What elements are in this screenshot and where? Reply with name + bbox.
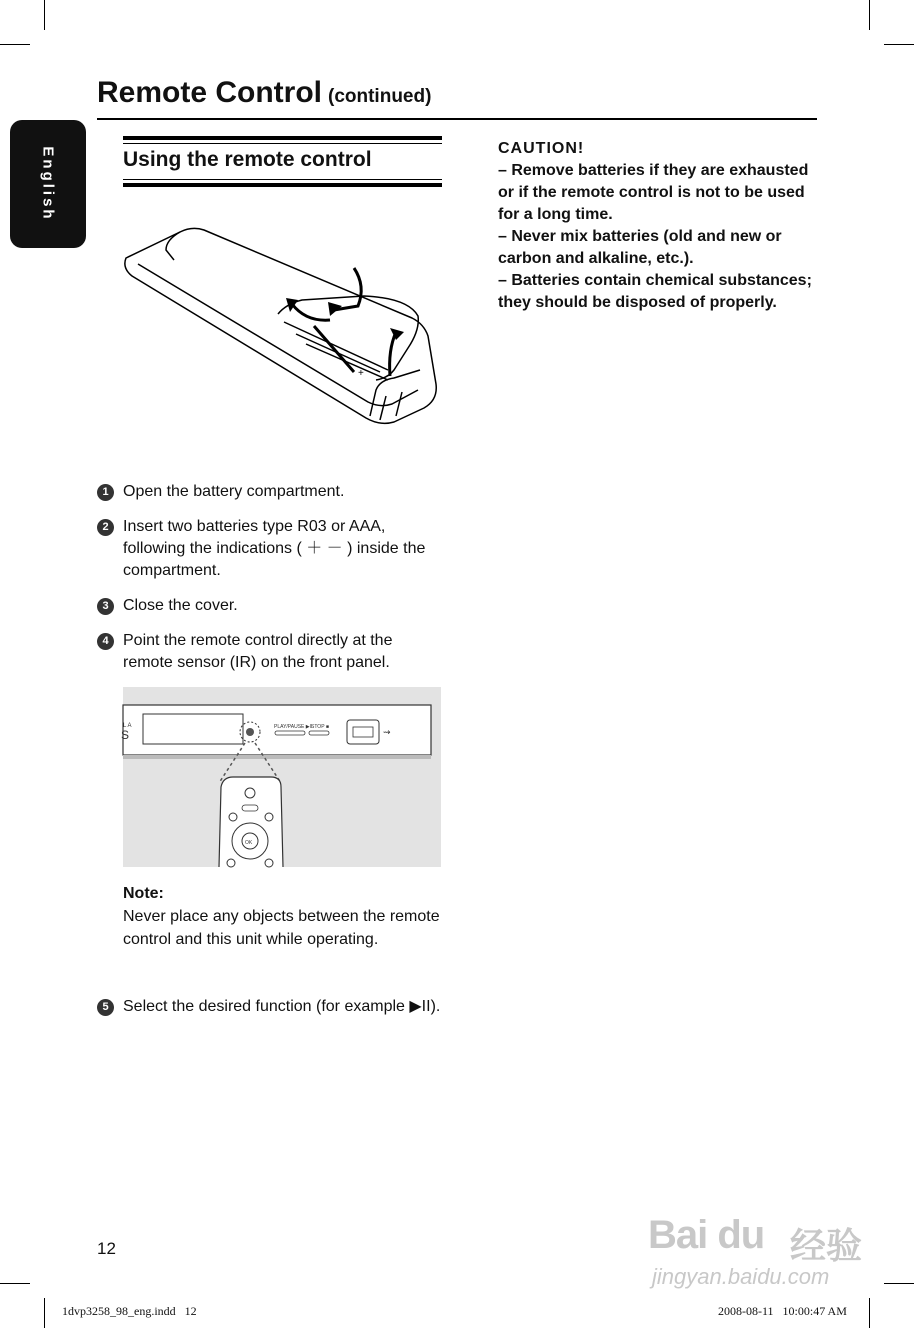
page-title-main: Remote Control — [97, 76, 322, 109]
language-tab-label: English — [39, 146, 57, 222]
caution-title: CAUTION! — [498, 140, 585, 157]
svg-text:S: S — [121, 728, 130, 742]
step-number-1: 1 — [97, 484, 114, 501]
page-title — [97, 76, 431, 110]
play-pause-label: PLAY/PAUSE ▶II — [274, 724, 313, 730]
svg-text:L A: L A — [123, 723, 132, 729]
step-number-4: 4 — [97, 633, 114, 650]
watermark-brand: Bai du — [648, 1213, 765, 1257]
stop-label: STOP ■ — [311, 724, 329, 730]
section-rule-bottom — [123, 183, 442, 187]
crop-mark — [884, 44, 914, 45]
svg-text:+: + — [358, 368, 364, 379]
ok-label: OK — [245, 840, 253, 846]
step-5-text: Select the desired function (for example ▶II). — [123, 998, 441, 1015]
section-title: Using the remote control — [123, 148, 372, 171]
crop-mark — [44, 1298, 45, 1328]
caution-block — [498, 138, 820, 314]
note-text: Never place any objects between the remote control and this unit while operating. — [123, 908, 440, 948]
title-rule — [97, 118, 817, 120]
step-1-text: Open the battery compartment. — [123, 483, 345, 500]
step-3-text: Close the cover. — [123, 597, 238, 614]
remote-battery-illustration — [118, 220, 444, 435]
step-4 — [97, 630, 442, 674]
front-panel-illustration — [123, 687, 441, 867]
front-panel-drawing — [123, 687, 441, 867]
step-number-5: 5 — [97, 999, 114, 1016]
footer-file: 1dvp3258_98_eng.indd 12 — [62, 1304, 197, 1318]
crop-mark — [0, 44, 30, 45]
step-1 — [97, 481, 442, 503]
step-5 — [97, 996, 442, 1018]
page-title-sub: (continued) — [328, 86, 432, 107]
section-rule-top — [123, 136, 442, 140]
section-rule-top-thin — [123, 143, 442, 144]
language-tab — [10, 120, 86, 248]
footer-timestamp: 2008-08-11 10:00:47 AM — [718, 1304, 847, 1318]
watermark-url: jingyan.baidu.com — [652, 1264, 830, 1289]
crop-mark — [0, 1283, 30, 1284]
caution-item: – Batteries contain chemical substances; they should be disposed of properly. — [498, 272, 812, 311]
watermark-cn: 经验 — [790, 1225, 863, 1266]
section-rule-bottom-thin — [123, 179, 442, 180]
step-number-2: 2 — [97, 519, 114, 536]
caution-item: – Never mix batteries (old and new or carbon and alkaline, etc.). — [498, 228, 782, 267]
crop-mark — [869, 1298, 870, 1328]
page-number: 12 — [97, 1239, 116, 1258]
crop-mark — [884, 1283, 914, 1284]
step-number-3: 3 — [97, 598, 114, 615]
step-2-text: Insert two batteries type R03 or AAA, following the indications ( ＋ － ) inside the compartment. — [123, 518, 426, 579]
svg-text:⇝: ⇝ — [383, 727, 391, 737]
crop-mark — [869, 0, 870, 30]
crop-mark — [44, 0, 45, 30]
caution-item: – Remove batteries if they are exhausted or if the remote control is not to be used for a long time. — [498, 162, 809, 223]
step-2 — [97, 516, 442, 582]
note-block — [123, 882, 443, 951]
step-3 — [97, 595, 442, 617]
note-title: Note: — [123, 885, 164, 902]
step-4-text: Point the remote control directly at the remote sensor (IR) on the front panel. — [123, 632, 393, 671]
